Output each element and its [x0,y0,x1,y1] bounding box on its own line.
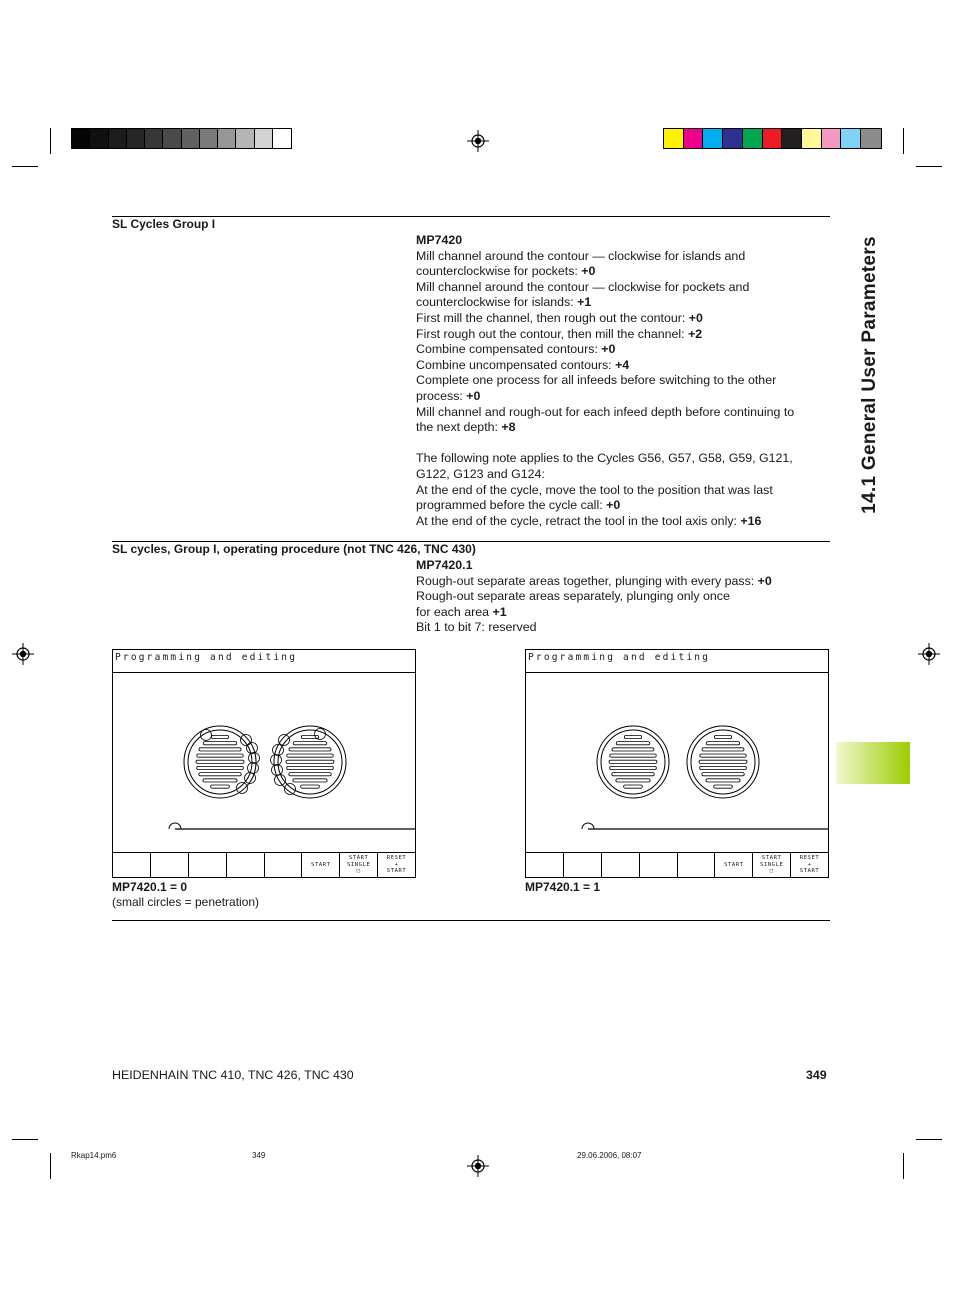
rough-out-stroke [293,742,326,745]
color-swatch [841,129,861,148]
parameter-line [416,295,826,311]
section-divider [112,216,830,217]
graphics-view [526,674,828,854]
parameter-text: the next depth: [416,420,502,435]
registration-mark-icon [12,643,34,665]
parameter-lines [416,249,826,530]
rough-out-stroke [700,754,747,757]
color-swatch [127,129,145,148]
slug-page: 349 [252,1151,266,1160]
color-swatch [218,129,236,148]
parameter-line [416,405,826,421]
parameter-line [416,467,826,483]
rough-out-stroke [610,754,657,757]
parameter-text: Rough-out separate areas together, plunging with every pass: [416,573,758,588]
color-swatch [163,129,181,148]
parameter-line [416,327,826,343]
rough-out-stroke [287,754,334,757]
parameter-text: Mill channel around the contour — clockwise for islands and [416,248,746,263]
rough-out-stroke [199,773,241,776]
color-swatch [782,129,802,148]
pocket-inner-contour [601,730,665,794]
parameter-line [416,574,826,590]
position-marker [582,823,594,829]
color-swatch [743,129,763,148]
crop-mark [12,166,38,167]
rough-out-stroke [702,773,744,776]
parameter-name: MP7420 [416,233,463,247]
parameter-value: +1 [492,604,507,619]
parameter-text: At the end of the cycle, move the tool to the position that was last [416,482,773,497]
parameter-line [416,342,826,358]
parameter-line [416,358,826,374]
rough-out-stroke [197,754,244,757]
color-swatch [109,129,127,148]
slug-date: 29.06.2006, 08:07 [577,1151,642,1160]
parameter-line [416,373,826,389]
parameter-value: +4 [615,357,630,372]
parameter-line [416,311,826,327]
color-swatch [703,129,723,148]
parameter-name: MP7420.1 [416,558,473,572]
crop-mark [50,1153,51,1179]
parameter-line [416,483,826,499]
softkey-6[interactable]: START [715,853,753,877]
softkey-3[interactable] [602,853,640,877]
parameter-value: +0 [581,264,596,279]
parameter-text: process: [416,388,467,403]
color-swatch [200,129,218,148]
penetration-circle [248,763,259,774]
penetration-circle [271,755,282,766]
tnc-screen-left [112,649,416,878]
softkey-bar [113,852,415,877]
rough-out-stroke [699,760,747,763]
blank-line [416,436,826,452]
softkey-8[interactable]: RESET + START [386,855,407,875]
rough-out-stroke [612,773,654,776]
rough-out-stroke [624,785,643,788]
softkey-8[interactable]: RESET + START [799,855,820,875]
parameter-text: Combine compensated contours: [416,342,602,357]
screen-caption: MP7420.1 = 1 [525,880,601,894]
color-swatch [822,129,842,148]
screen-caption: MP7420.1 = 0 [112,880,188,894]
rough-out-stroke [199,748,241,751]
rough-out-stroke [197,766,244,769]
softkey-1[interactable] [113,853,151,877]
parameter-value: +0 [606,498,621,513]
grayscale-color-bar [71,128,292,149]
parameter-value: +1 [577,295,592,310]
parameter-text: Mill channel and rough-out for each infeed depth before continuing to [416,404,795,419]
parameter-value: +0 [757,573,772,588]
parameter-line [416,264,826,280]
rough-out-stroke [616,742,649,745]
parameter-value: +8 [501,420,516,435]
registration-mark-icon [918,643,940,665]
registration-mark-icon [467,130,489,152]
parameter-text: programmed before the cycle call: [416,498,607,513]
parameter-line [416,249,826,265]
color-swatch [145,129,163,148]
parameter-line [416,280,826,296]
color-swatch [236,129,254,148]
section-divider [112,920,830,921]
softkey-5[interactable] [678,853,716,877]
process-color-bar [663,128,882,149]
parameter-value: +16 [740,513,762,528]
softkey-5[interactable] [265,853,303,877]
softkey-4[interactable] [640,853,678,877]
softkey-bar [526,852,828,877]
crop-mark [903,1153,904,1179]
parameter-line [416,605,826,621]
parameter-line [416,589,826,605]
parameter-line [416,498,826,514]
parameter-lines [416,574,826,636]
crop-mark [916,1139,942,1140]
rough-out-stroke [289,773,331,776]
parameter-text: At the end of the cycle, retract the tool in the tool axis only: [416,513,741,528]
rough-out-stroke [301,785,320,788]
parameter-text: Bit 1 to bit 7: reserved [416,620,537,635]
color-swatch [684,129,704,148]
screen-title: Programming and editing [526,650,828,673]
penetration-circle [272,765,283,776]
pocket-outer-contour [184,726,256,798]
graphics-view [113,674,415,854]
softkey-1[interactable] [526,853,564,877]
position-marker [169,823,181,829]
slug-file: Rkap14.pm6 [71,1151,117,1160]
footer-page-number: 349 [806,1068,827,1082]
parameter-text: First rough out the contour, then mill the channel: [416,326,689,341]
chapter-side-title: 14.1 General User Parameters [859,236,880,514]
screen-title: Programming and editing [113,650,415,673]
color-swatch [802,129,822,148]
softkey-4[interactable] [227,853,265,877]
pocket-outer-contour [687,726,759,798]
parameter-line [416,514,826,530]
parameter-value: +0 [601,342,616,357]
section-heading: SL Cycles Group I [112,217,216,231]
parameter-value: +2 [688,326,703,341]
color-swatch [723,129,743,148]
color-swatch [255,129,273,148]
parameter-text: The following note applies to the Cycles G56, G57, G58, G59, G121, [416,451,793,466]
rough-out-stroke [616,779,650,782]
rough-out-stroke [714,785,733,788]
softkey-2[interactable] [151,853,189,877]
color-swatch [72,129,90,148]
pocket-inner-contour [691,730,755,794]
rough-out-stroke [609,760,657,763]
parameter-value: +0 [688,310,703,325]
section2-content [416,558,826,636]
chapter-tab-marker [836,742,910,784]
penetration-circle [249,753,260,764]
rough-out-stroke [702,748,744,751]
rough-out-stroke [610,766,657,769]
softkey-3[interactable] [189,853,227,877]
parameter-text: Combine uncompensated contours: [416,357,616,372]
color-swatch [90,129,108,148]
parameter-line [416,451,826,467]
rough-out-stroke [211,785,230,788]
footer-product: HEIDENHAIN TNC 410, TNC 426, TNC 430 [112,1068,354,1082]
section1-content [416,233,826,529]
rough-out-stroke [714,735,731,738]
rough-out-stroke [286,760,334,763]
penetration-circle [247,743,258,754]
rough-out-stroke [289,748,331,751]
section-heading: SL cycles, Group I, operating procedure (not TNC 426, TNC 430) [112,542,476,556]
color-swatch [763,129,783,148]
rough-out-stroke [211,735,228,738]
crop-mark [903,128,904,154]
rough-out-stroke [706,742,739,745]
parameter-text: G122, G123 and G124: [416,466,545,481]
color-swatch [182,129,200,148]
softkey-7[interactable]: START SINGLE □ [753,853,791,877]
crop-mark [12,1139,38,1140]
parameter-line [416,389,826,405]
screen-subcaption: (small circles = penetration) [112,895,260,909]
pocket-outer-contour [597,726,669,798]
pocket-inner-contour [188,730,252,794]
registration-mark-icon [467,1155,489,1177]
softkey-7[interactable]: START SINGLE □ [340,853,378,877]
rough-out-stroke [203,742,236,745]
rough-out-stroke [624,735,641,738]
parameter-text: Mill channel around the contour — clockwise for pockets and [416,279,750,294]
parameter-text: for each area [416,604,493,619]
crop-mark [50,128,51,154]
penetration-circle [315,729,326,740]
parameter-text: Rough-out separate areas separately, plunging only once [416,589,730,604]
parameter-value: +0 [466,388,481,403]
tnc-screen-right [525,649,829,878]
softkey-2[interactable] [564,853,602,877]
color-swatch [861,129,881,148]
softkey-6[interactable]: START [302,853,340,877]
rough-out-stroke [612,748,654,751]
parameter-text: counterclockwise for islands: [416,295,578,310]
parameter-line [416,620,826,636]
rough-out-stroke [196,760,244,763]
rough-out-stroke [700,766,747,769]
rough-out-stroke [203,779,237,782]
crop-mark [916,166,942,167]
parameter-line [416,420,826,436]
rough-out-stroke [287,766,334,769]
parameter-text: Complete one process for all infeeds before switching to the other [416,373,777,388]
parameter-text: First mill the channel, then rough out the contour: [416,310,689,325]
color-swatch [273,129,291,148]
rough-out-stroke [706,779,740,782]
color-swatch [664,129,684,148]
rough-out-stroke [293,779,327,782]
parameter-text: counterclockwise for pockets: [416,264,582,279]
